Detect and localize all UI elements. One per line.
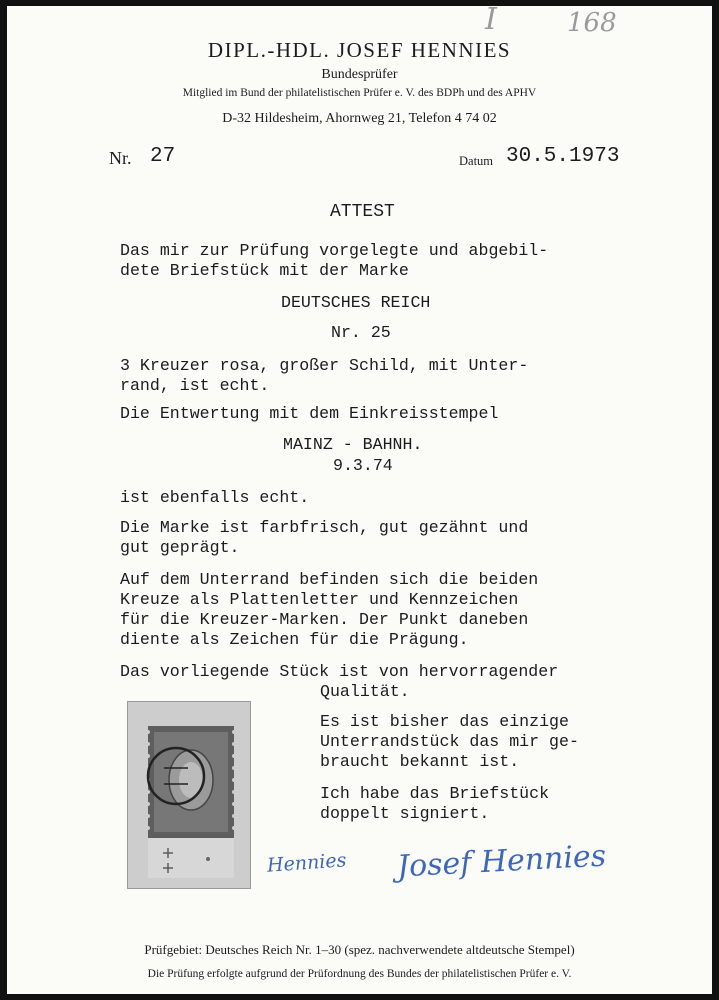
pencil-mark-right: 168 — [567, 8, 617, 38]
unique-line-2: Unterrandstück das mir ge- — [320, 732, 579, 751]
margin-note-line-3: für die Kreuzer-Marken. Der Punkt daneben — [120, 610, 529, 629]
margin-note-line-2: Kreuze als Plattenletter und Kennzeichen — [120, 590, 519, 609]
signature-full: Josef Hennies — [396, 838, 607, 885]
cancel-place: MAINZ - BAHNH. — [283, 435, 423, 454]
date-label: Datum — [459, 154, 494, 168]
margin-note-line-4: diente als Zeichen für die Prägung. — [120, 630, 469, 649]
letterhead-address: D-32 Hildesheim, Ahornweg 21, Telefon 4 74 02 — [222, 111, 497, 126]
letterhead-name: DIPL.-HDL. JOSEF HENNIES — [207, 38, 512, 62]
signed-line-2: doppelt signiert. — [320, 804, 490, 823]
issuer: DEUTSCHES REICH — [281, 293, 431, 312]
pencil-mark-left: I — [485, 2, 497, 37]
certificate-number-label: Nr. — [109, 148, 132, 168]
unique-line-1: Es ist bisher das einzige — [320, 712, 569, 731]
letterhead-title: Bundesprüfer — [321, 67, 398, 82]
certificate-number: 27 — [150, 145, 176, 168]
stamp-image — [128, 702, 250, 888]
cancel-valid: ist ebenfalls echt. — [120, 488, 310, 507]
attest-heading: ATTEST — [330, 202, 395, 222]
quality-line-2: Qualität. — [320, 682, 410, 701]
catalog-number: Nr. 25 — [331, 323, 391, 342]
condition-line-1: Die Marke ist farbfrisch, gut gezähnt und — [120, 518, 529, 537]
footer-basis: Die Prüfung erfolgte aufgrund der Prüfordnung des Bundes der philatelistischen Prüfer e. V. — [147, 968, 572, 980]
description-line-2: rand, ist echt. — [120, 376, 270, 395]
signed-line-1: Ich habe das Briefstück — [320, 784, 550, 803]
footer-scope: Prüfgebiet: Deutsches Reich Nr. 1–30 (spez. nachverwendete altdeutsche Stempel) — [144, 942, 575, 957]
condition-line-2: gut geprägt. — [120, 538, 240, 557]
cancel-intro: Die Entwertung mit dem Einkreisstempel — [120, 404, 499, 423]
intro-line-1: Das mir zur Prüfung vorgelegte und abgebil- — [120, 241, 549, 260]
unique-line-3: braucht bekannt ist. — [320, 752, 520, 771]
certificate-date: 30.5.1973 — [506, 145, 620, 168]
stamp-photo — [127, 701, 251, 889]
letterhead-membership: Mitglied im Bund der philatelistischen Prüfer e. V. des BDPh und des APHV — [182, 87, 537, 99]
cancel-date: 9.3.74 — [333, 456, 393, 475]
certificate-page — [7, 2, 712, 994]
intro-line-2: dete Briefstück mit der Marke — [120, 261, 409, 280]
margin-note-line-1: Auf dem Unterrand befinden sich die beiden — [120, 570, 539, 589]
description-line-1: 3 Kreuzer rosa, großer Schild, mit Unter- — [120, 356, 529, 375]
signature-short: Hennies — [266, 849, 348, 877]
quality-line-1: Das vorliegende Stück ist von hervorragender — [120, 662, 559, 681]
